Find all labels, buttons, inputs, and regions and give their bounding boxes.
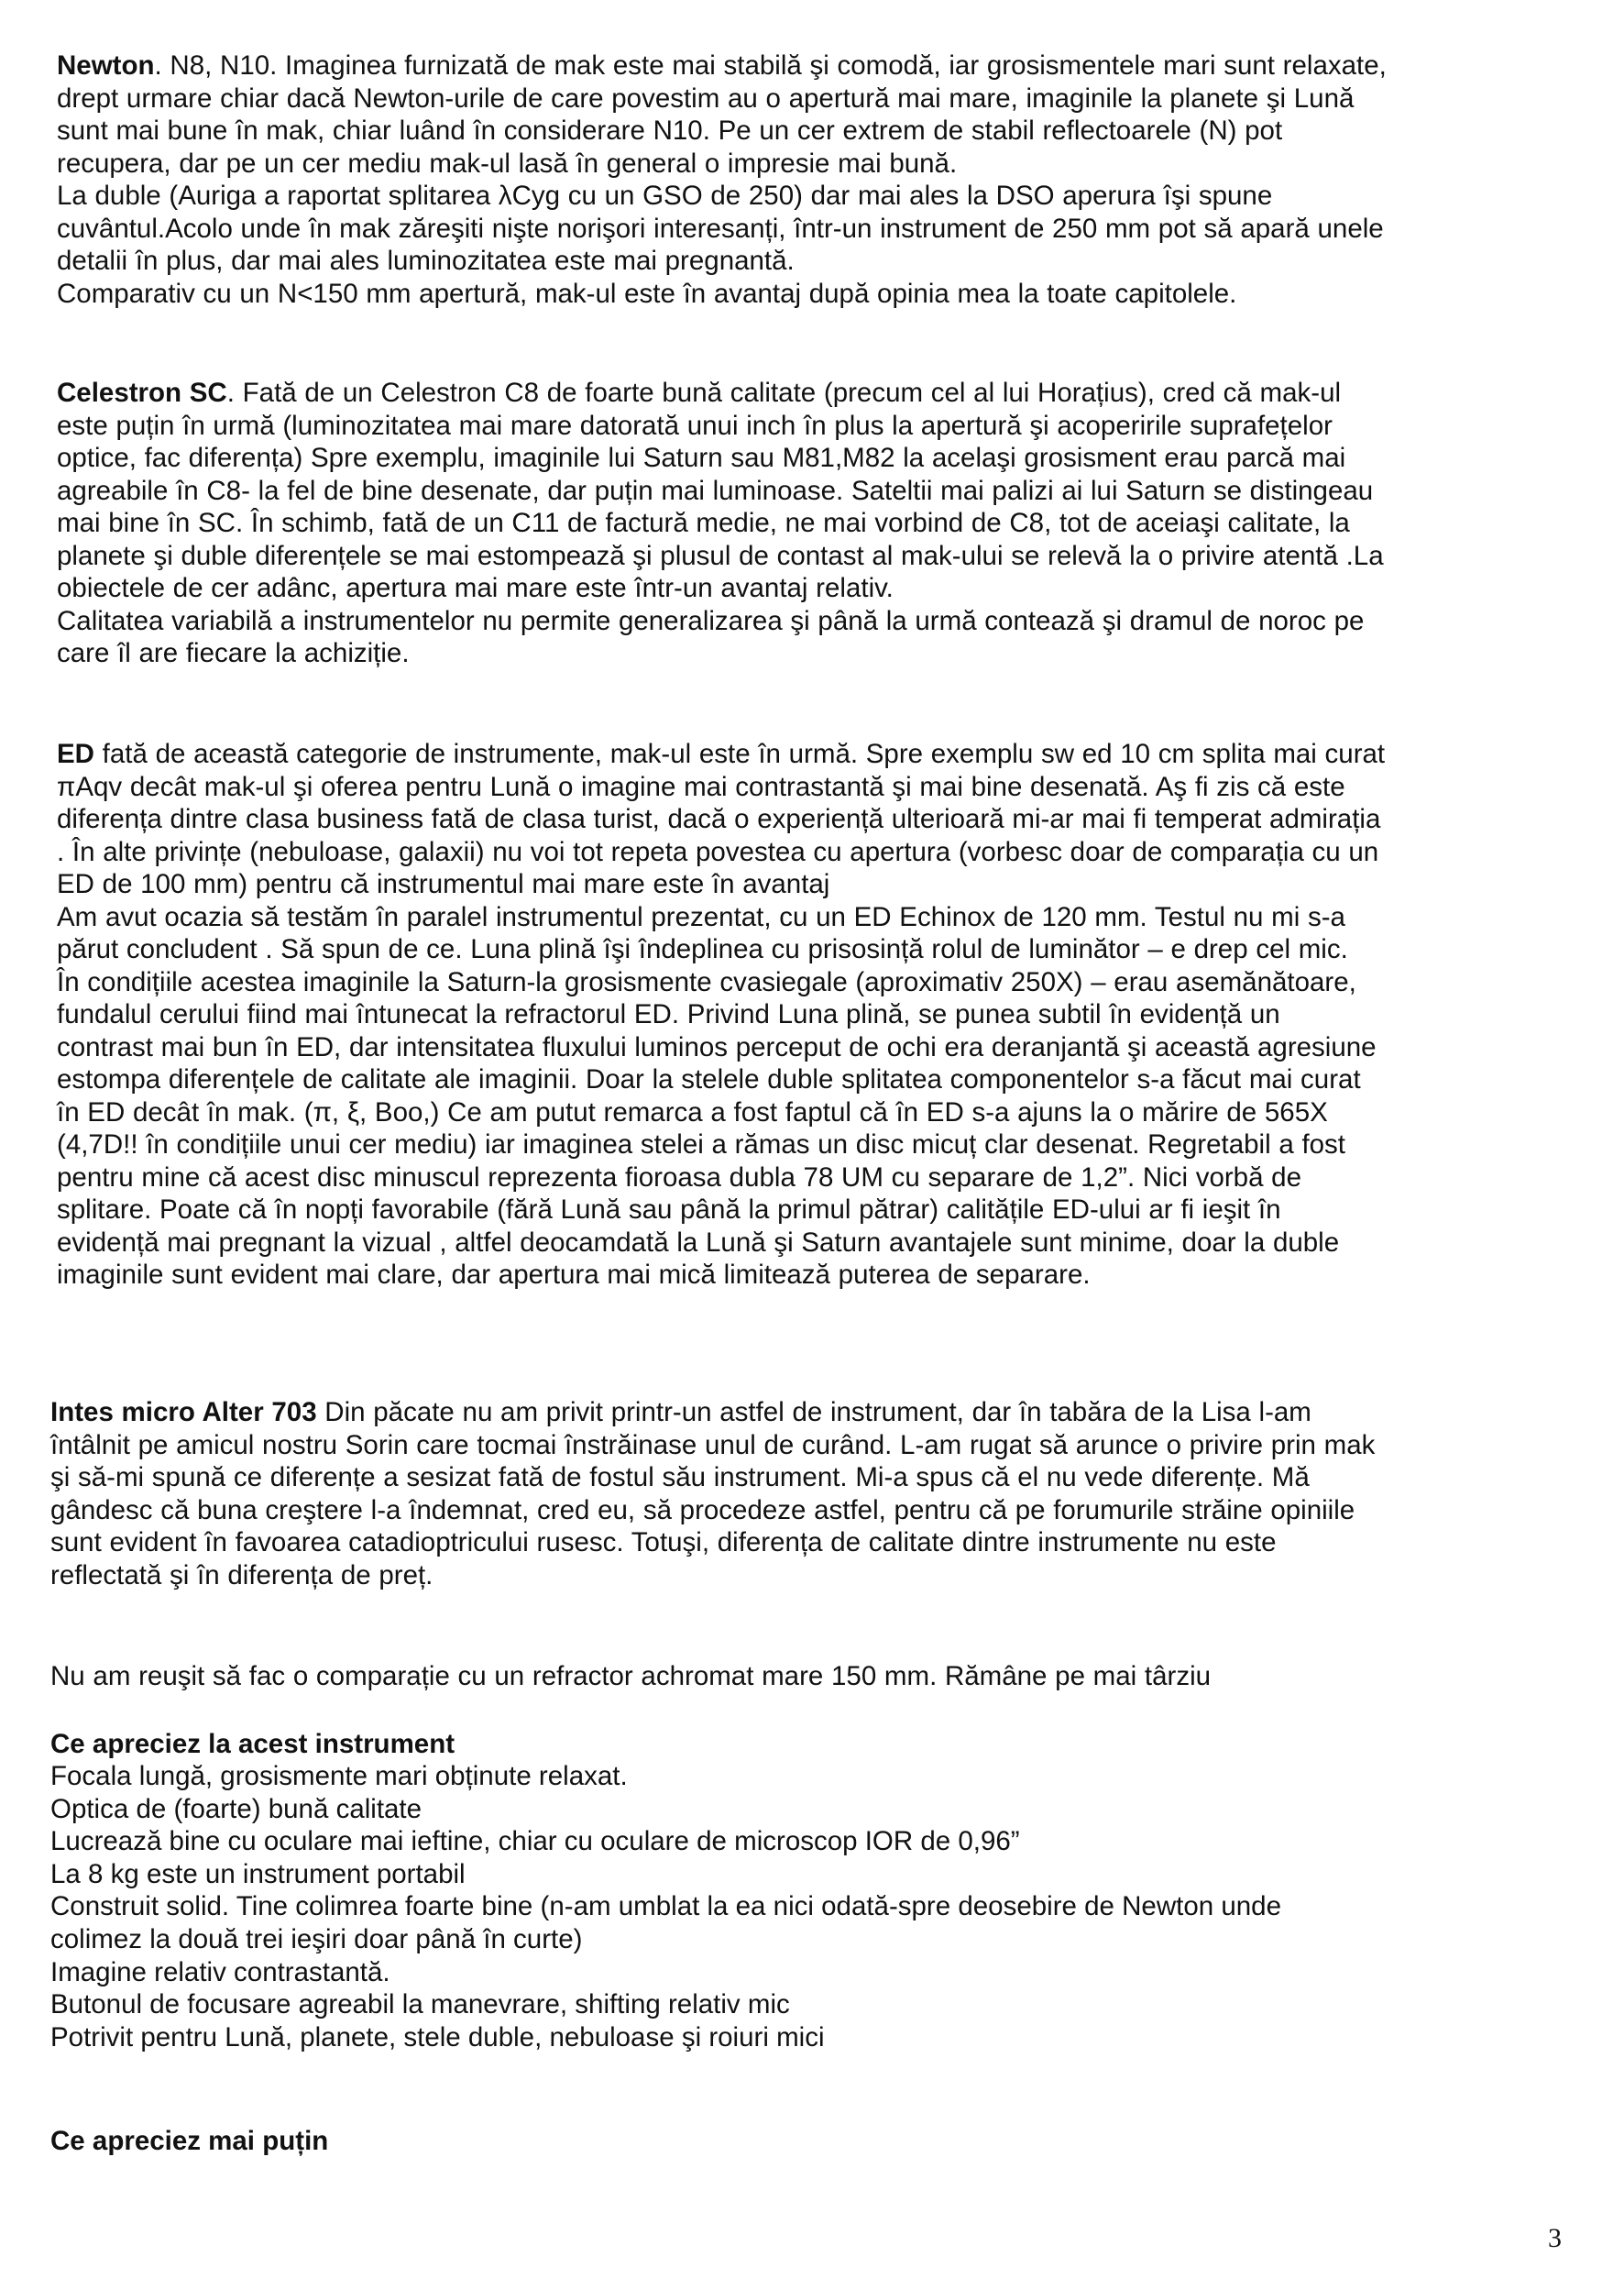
list-item: Potrivit pentru Lună, planete, stele duble, nebuloase şi roiuri mici <box>50 2021 825 2052</box>
section-body-celestron: . Fată de un Celestron C8 de foarte bună calitate (precum cel al lui Horațius), cred că mak-ul este puțin în urmă (luminozitatea mai mare datorată unui inch în plus la apertură şi acoperirile suprafețelor optice, fac diferența) Spre exemplu, imaginile lui Saturn sau M81,M82 la acelaşi grosisment erau parcă mai agreabile în C8- la fel de bine desenate, dar puțin mai luminoase. Sateltii mai palizi ai lui Saturn se distingeau mai bine în SC. În schimb, fată de un C11 de factură medie, ne mai vorbind de C8, tot de aceiaşi calitate, la planete şi duble diferențele se mai estompează şi plusul de contast al mak-ului se relevă la o privire atentă .La obiectele de cer adânc, apertura mai mare este într-un avantaj relativ. Calitatea variabilă a instrumentelor nu permite generalizarea şi până la urmă contează şi dramul de noroc pe care îl are fiecare la achiziție. <box>57 378 1384 668</box>
section-intes <box>50 1396 1375 1591</box>
section-heading-intes: Intes micro Alter 703 <box>50 1397 317 1427</box>
section-heading-newton: Newton <box>57 50 155 81</box>
section-body-newton: . N8, N10. Imaginea furnizată de mak este mai stabilă şi comodă, iar grosismentele mari sunt relaxate, drept urmare chiar dacă Newton-urile de care povestim au o apertură mai mare, imaginile la planete şi Lună sunt mai bune în mak, chiar luând în considerare N10. Pe un cer extrem de stabil reflectoarele (N) pot recupera, dar pe un cer mediu mak-ul lasă în general o impresie mai bună. La duble (Auriga a raportat splitarea λCyg cu un GSO de 250) dar mai ales la DSO aperura îşi spune cuvântul.Acolo unde în mak zăreşiti nişte norişori interesanți, într-un instrument de 250 mm pot să apară unele detalii în plus, dar mai ales luminozitatea este mai pregnantă. Comparativ cu un N<150 mm apertură, mak-ul este în avantaj după opinia mea la toate capitolele. <box>57 50 1387 309</box>
list-item: Construit solid. Tine colimrea foarte bine (n-am umblat la ea nici odată-spre deosebire de Newton unde <box>50 1891 1281 1922</box>
list-item: Butonul de focusare agreabil la manevrare, shifting relativ mic <box>50 1989 790 2020</box>
list-item: Imagine relativ contrastantă. <box>50 1956 390 1987</box>
section-heading-celestron: Celestron SC <box>57 378 227 408</box>
pros-heading: Ce apreciez la acest instrument <box>50 1729 455 1759</box>
section-body-ed: fată de această categorie de instrumente, mak-ul este în urmă. Spre exemplu sw ed 10 cm splita mai curat πAqv decât mak-ul şi oferea pentru Lună o imagine mai contrastantă şi mai bine desenată. Aş fi zis că este diferența dintre clasa business fată de clasa turist, dacă o experiență ulterioară mi-ar mai fi temperat admirația . În alte privințe (nebuloase, galaxii) nu voi tot repeta povestea cu apertura (vorbesc doar de comparația cu un ED de 100 mm) pentru că instrumentul mai mare este în avantaj Am avut ocazia să testăm în paralel instrumentul prezentat, cu un ED Echinox de 120 mm. Testul nu mi s-a părut concludent . Să spun de ce. Luna plină îşi îndeplinea cu prisosință rolul de luminător – e drep cel mic. În condițiile acestea imaginile la Saturn-la grosismente cvasiegale (aproximativ 250X) – erau asemănătoare, fundalul cerului fiind mai întunecat la refractorul ED. Privind Luna plină, se punea subtil în evidență un contrast mai bun în ED, dar intensitatea fluxului luminos perceput de ochi era deranjantă şi această agresiune estompa diferențele de calitate ale imaginii. Doar la stelele duble splitatea componentelor s-a făcut mai curat în ED decât în mak. (π, ξ, Boo,) Ce am putut remarca a fost faptul că în ED s-a ajuns la o mărire de 565X (4,7D!! în condițiile unui cer mediu) iar imaginea stelei a rămas un disc micuț clar desenat. Regretabil a fost pentru mine că acest disc minuscul reprezenta fioroasa dubla 78 UM cu separare de 1,2”. Nici vorbă de splitare. Poate că în nopți favorabile (fără Lună sau până la primul pătrar) calitățile ED-ului ar fi ieşit în evidență mai pregnant la vizual , altfel deocamdată la Lună şi Saturn avantajele sunt minime, doar la duble imaginile sunt evident mai clare, dar apertura mai mică limitează puterea de separare. <box>57 739 1386 1290</box>
note-paragraph: Nu am reuşit să fac o comparație cu un refractor achromat mare 150 mm. Rămâne pe mai târziu <box>50 1661 1212 1691</box>
list-item: Optica de (foarte) bună calitate <box>50 1793 422 1824</box>
section-newton <box>57 50 1387 310</box>
list-item: La 8 kg este un instrument portabil <box>50 1858 466 1889</box>
list-item: Lucrează bine cu oculare mai ieftine, chiar cu oculare de microscop IOR de 0,96” <box>50 1826 1020 1857</box>
section-celestron <box>57 377 1384 670</box>
section-body-intes: Din păcate nu am privit printr-un astfel de instrument, dar în tabăra de la Lisa l-am întâlnit pe amicul nostru Sorin care tocmai înstrăinase unul de curând. L-am rugat să arunce o privire prin mak şi să-mi spună ce diferențe a sesizat fată de fostul său instrument. Mi-a spus că el nu vede diferențe. Mă gândesc că buna creştere l-a îndemnat, cred eu, să procedeze astfel, pentru că pe forumurile străine opiniile sunt evident în favoarea catadioptricului rusesc. Totuşi, diferența de calitate dintre instrumente nu este reflectată şi în diferența de preț. <box>50 1397 1376 1590</box>
section-ed <box>57 738 1385 1292</box>
page-number: 3 <box>1548 2223 1562 2253</box>
list-item: Focala lungă, grosismente mari obținute relaxat. <box>50 1761 628 1791</box>
cons-heading: Ce apreciez mai puțin <box>50 2126 329 2156</box>
section-heading-ed: ED <box>57 739 94 769</box>
list-item: colimez la două trei ieşiri doar până în curte) <box>50 1923 583 1954</box>
pros-list <box>50 1760 1281 2053</box>
